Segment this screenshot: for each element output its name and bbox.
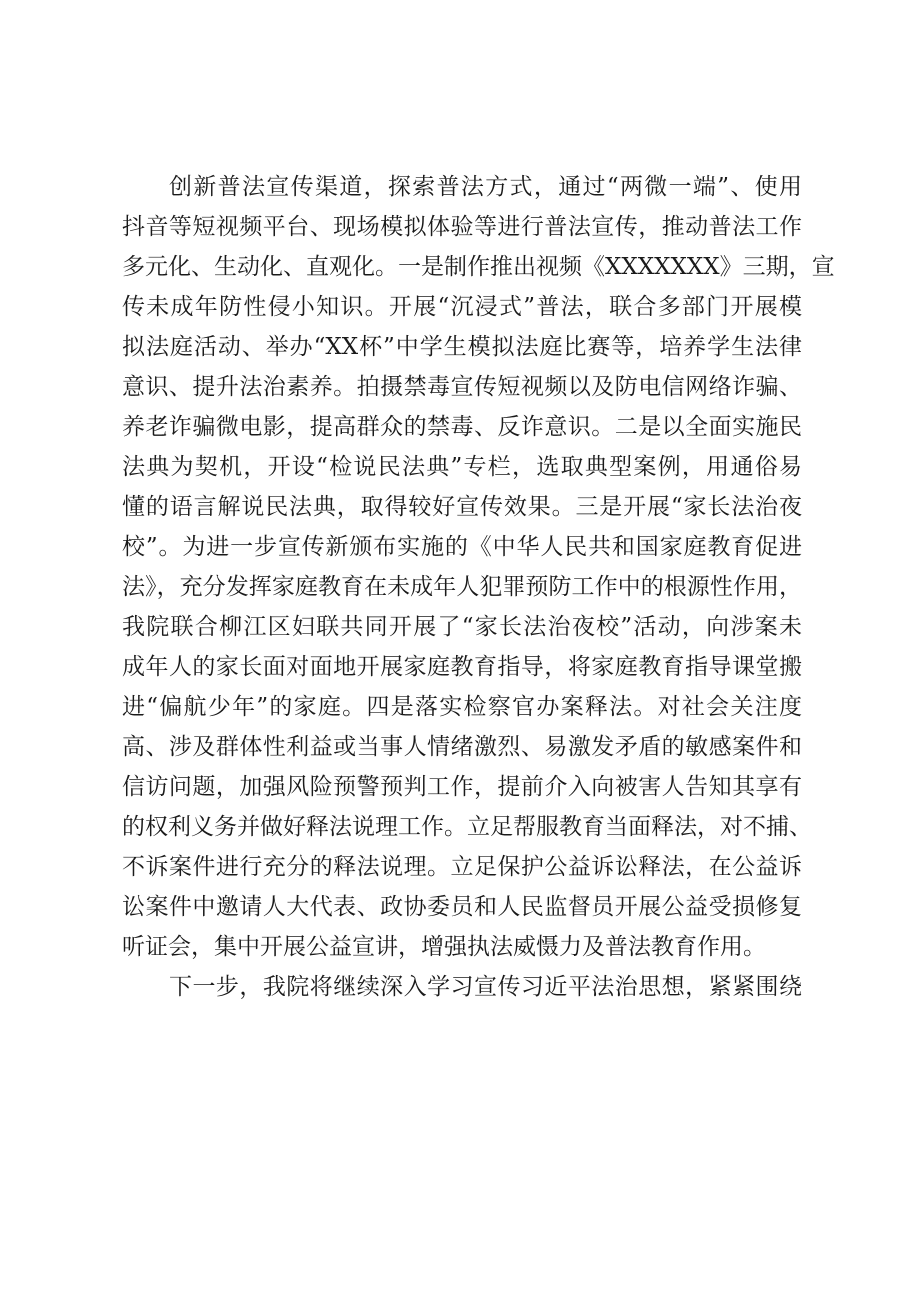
- text-line: 创新普法宣传渠道，探索普法方式，通过“两微一端”、使用: [169, 174, 802, 200]
- text-line: 懂的语言解说民法典，取得较好宣传效果。三是开展“家长法治夜: [122, 494, 802, 520]
- text-line: 的权利义务并做好释法说理工作。立足帮服教育当面释法，对不捕、: [122, 814, 812, 840]
- text-line: 传未成年防性侵小知识。开展“沉浸式”普法，联合多部门开展模: [122, 294, 802, 320]
- text-line: 养老诈骗微电影，提高群众的禁毒、反诈意识。二是以全面实施民: [122, 414, 802, 440]
- text-line: 抖音等短视频平台、现场模拟体验等进行普法宣传，推动普法工作: [122, 214, 802, 240]
- text-line: 法典为契机，开设“检说民法典”专栏，选取典型案例，用通俗易: [122, 454, 802, 480]
- text-line: 多元化、生动化、直观化。一是制作推出视频《XXXXXXX》三期，宣: [122, 254, 835, 280]
- text-line: 校”。为进一步宣传新颁布实施的《中华人民共和国家庭教育促进: [122, 534, 802, 560]
- text-line: 我院联合柳江区妇联共同开展了“家长法治夜校”活动，向涉案未: [122, 614, 802, 640]
- text-line: 法》，充分发挥家庭教育在未成年人犯罪预防工作中的根源性作用，: [122, 574, 802, 600]
- paragraph-1: [122, 167, 835, 967]
- text-line: 不诉案件进行充分的释法说理。立足保护公益诉讼释法，在公益诉: [122, 854, 802, 880]
- text-line: 高、涉及群体性利益或当事人情绪激烈、易激发矛盾的敏感案件和: [122, 734, 802, 760]
- text-line: 讼案件中邀请人大代表、政协委员和人民监督员开展公益受损修复: [122, 894, 802, 920]
- text-line: 意识、提升法治素养。拍摄禁毒宣传短视频以及防电信网络诈骗、: [122, 374, 802, 400]
- text-line: 信访问题，加强风险预警预判工作，提前介入向被害人告知其享有: [122, 774, 802, 800]
- text-line: 听证会，集中开展公益宣讲，增强执法威慑力及普法教育作用。: [122, 934, 766, 960]
- text-line: 成年人的家长面对面地开展家庭教育指导，将家庭教育指导课堂搬: [122, 654, 802, 680]
- text-line: 下一步，我院将继续深入学习宣传习近平法治思想，紧紧围绕: [169, 974, 802, 1000]
- paragraph-2: [122, 967, 802, 1007]
- body-text: [122, 167, 835, 1007]
- text-line: 拟法庭活动、举办“XX杯”中学生模拟法庭比赛等，培养学生法律: [122, 334, 802, 360]
- text-line: 进“偏航少年”的家庭。四是落实检察官办案释法。对社会关注度: [122, 694, 802, 720]
